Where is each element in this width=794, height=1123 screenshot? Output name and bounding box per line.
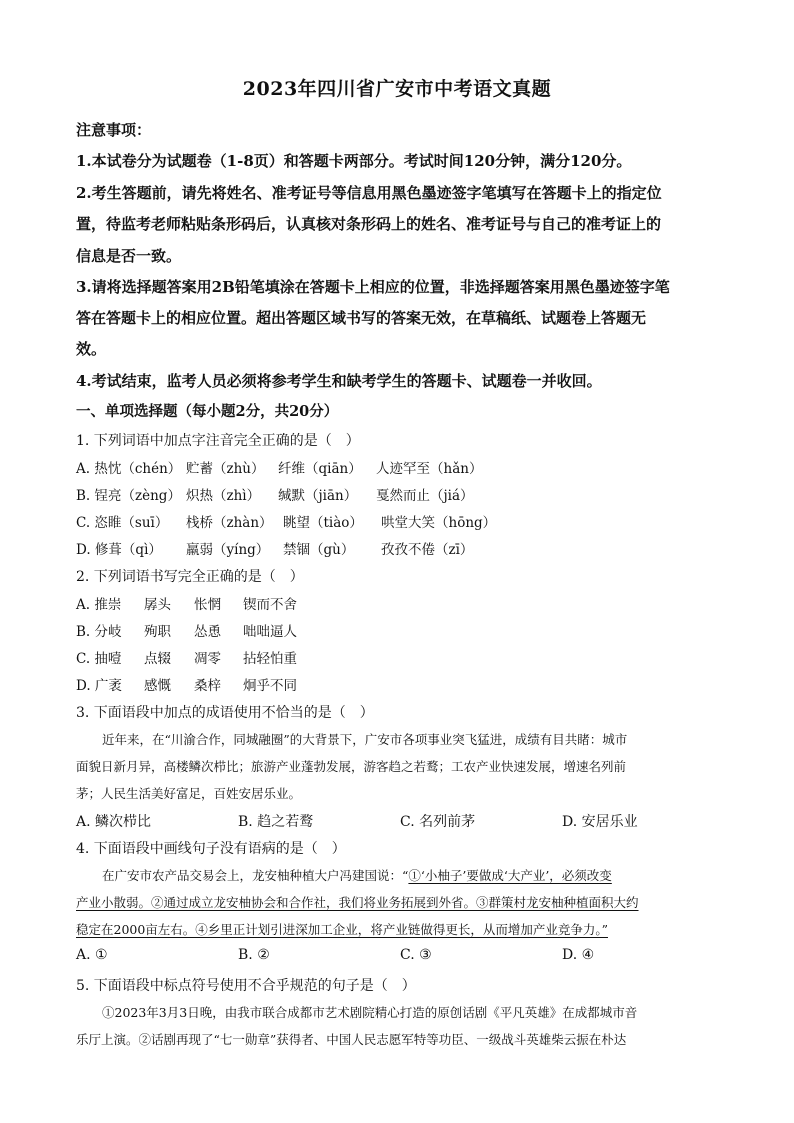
question-1-stem: 1. 下列词语中加点字注音完全正确的是（ ） [76,433,360,449]
q2-option-b: B. 分岐 殉职 怂恿 咄咄逼人 [76,624,297,640]
q4-passage-line: 产业小散弱。②通过成立龙安柚协会和合作社，我们将业务拓展到外省。③群策村龙安柚种植面积大约 [76,895,639,910]
q2-option-a: A. 推崇 孱头 怅惘 锲而不舍 [76,597,297,613]
q3-option-c: C. 名列前茅 [400,814,476,830]
q4-option-d: D. ④ [562,947,595,963]
q1-option-c: C. 恣睢（suī） 栈桥（zhàn） 眺望（tiào） 哄堂大笑（hōng） [76,515,497,531]
notice-line: 4.考试结束，监考人员必须将参考学生和缺考学生的答题卡、试题卷一并收回。 [76,372,602,390]
notice-line: 效。 [76,340,107,358]
notice-heading: 注意事项： [76,121,152,139]
page-title: 2023年四川省广安市中考语文真题 [242,78,552,100]
q3-option-a: A. 鳞次栉比 [76,814,152,830]
q5-passage-line: ①2023年3月3日晚，由我市联合成都市艺术剧院精心打造的原创话剧《平凡英雄》在成都城市音 [102,1005,638,1020]
q4-option-b: B. ② [238,947,270,963]
question-4-stem: 4. 下面语段中画线句子没有语病的是（ ） [76,841,346,857]
q4-option-a: A. ① [76,947,108,963]
notice-line: 1.本试卷分为试题卷（1-8页）和答题卡两部分。考试时间120分钟，满分120分。 [76,152,632,170]
q1-option-a: A. 热忱（chén） 贮蓄（zhù） 纤维（qiān） 人迹罕至（hǎn） [76,461,483,477]
q3-passage-line: 茅；人民生活美好富足，百姓安居乐业。 [76,786,302,801]
q1-option-d: D. 修葺（qì） 羸弱（yíng） 禁锢（gù） 孜孜不倦（zī） [76,542,474,558]
question-2-stem: 2. 下列词语书写完全正确的是（ ） [76,569,304,585]
q1-option-b: B. 锃亮（zèng） 炽热（zhì） 缄默（jiān） 戛然而止（jiá） [76,488,474,504]
section-heading: 一、单项选择题（每小题2分，共20分） [76,403,339,420]
q2-option-c: C. 抽噎 点辍 凋零 拈轻怕重 [76,651,297,667]
notice-line: 2.考生答题前，请先将姓名、准考证号等信息用黑色墨迹签字笔填写在答题卡上的指定位 [76,184,662,202]
notice-line: 答在答题卡上的相应位置。超出答题区域书写的答案无效，在草稿纸、试题卷上答题无 [76,309,647,327]
q3-option-b: B. 趋之若鹜 [238,814,314,830]
q3-option-d: D. 安居乐业 [562,814,638,830]
q4-option-c: C. ③ [400,947,432,963]
q4-passage-line: 稳定在2000亩左右。④乡里正计划引进深加工企业，将产业链做得更长，从而增加产业竞争力。” [76,922,608,937]
notice-line: 置，待监考老师粘贴条形码后，认真核对条形码上的姓名、准考证号与自己的准考证上的 [76,215,662,233]
q4-passage-line: 在广安市农产品交易会上，龙安柚种植大户冯建国说：“①‘小柚子’要做成‘大产业’，必须改变 [102,868,612,883]
question-5-stem: 5. 下面语段中标点符号使用不合乎规范的句子是（ ） [76,978,416,994]
q3-passage-line: 近年来，在“川渝合作，同城融圈”的大背景下，广安市各项事业突飞猛进，成绩有目共睹：城市 [102,732,628,747]
notice-line: 信息是否一致。 [76,247,182,265]
q3-passage-line: 面貌日新月异，高楼鳞次栉比；旅游产业蓬勃发展，游客趋之若鹜；工农产业快速发展，增速名列前 [76,759,627,774]
q2-option-d: D. 广袤 感慨 桑梓 炯乎不同 [76,678,297,694]
question-3-stem: 3. 下面语段中加点的成语使用不恰当的是（ ） [76,705,374,721]
notice-line: 3.请将选择题答案用2B铅笔填涂在答题卡上相应的位置，非选择题答案用黑色墨迹签字笔 [76,278,670,296]
q5-passage-line: 乐厅上演。②话剧再现了“七一勋章”获得者、中国人民志愿军特等功臣、一级战斗英雄柴云振在朴达 [76,1032,627,1047]
